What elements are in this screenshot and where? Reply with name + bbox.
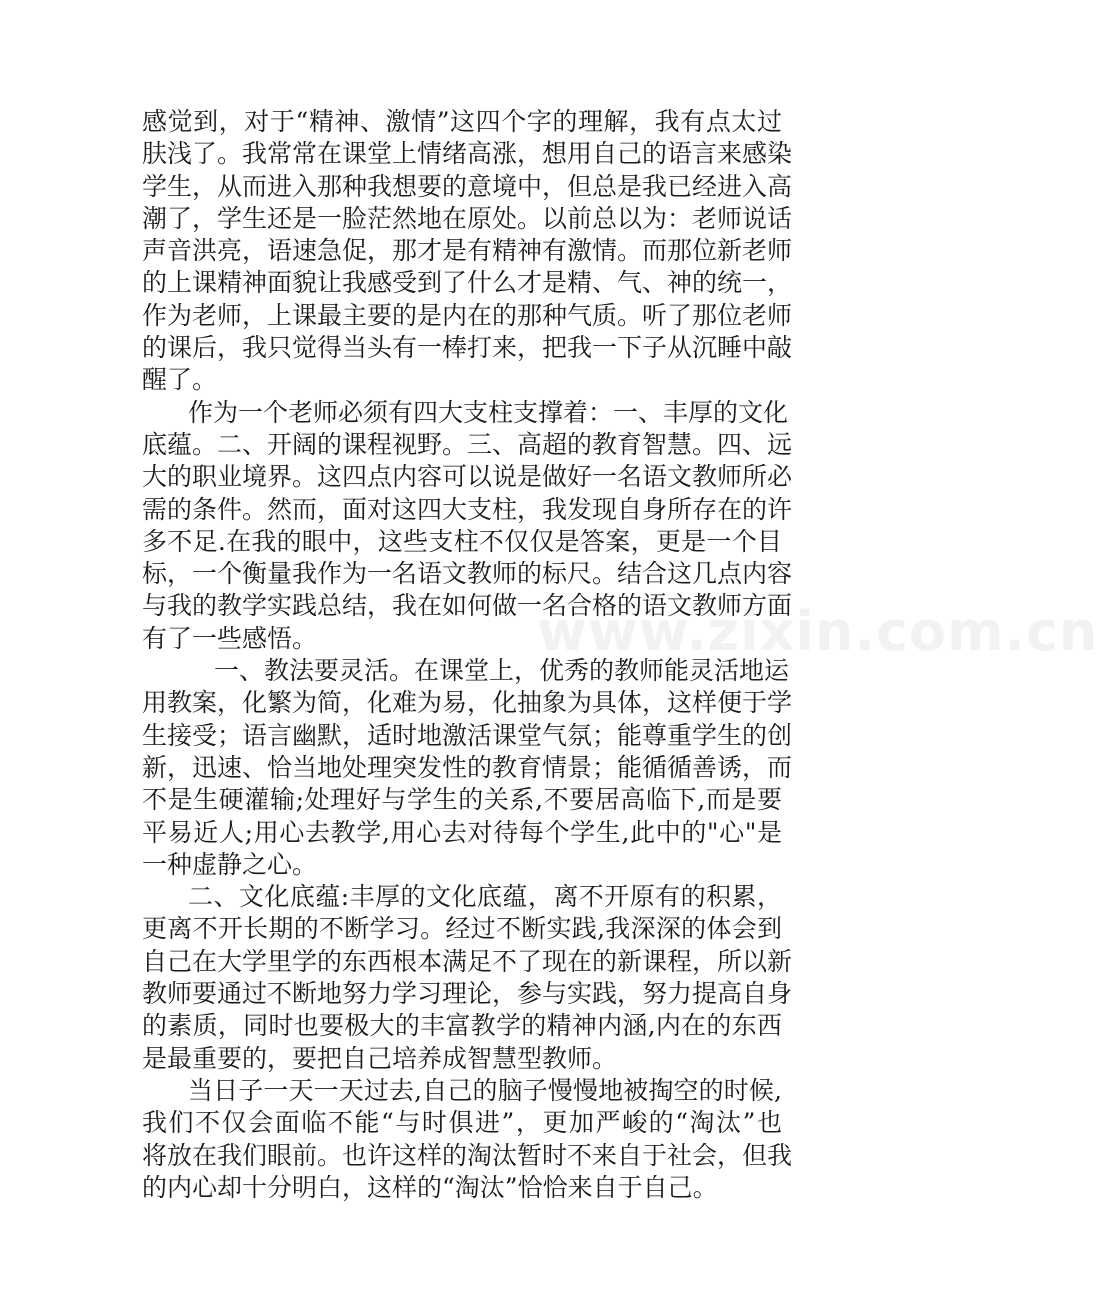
document-body xyxy=(142,106,793,1204)
text-line: 与我的教学实践总结，我在如何做一名合格的语文教师方面 xyxy=(142,591,793,621)
text-line: 当日子一天一天过去,自己的脑子慢慢地被掏空的时候, xyxy=(188,1075,782,1105)
text-line: 作为老师，上课最主要的是内在的那种气质。听了那位老师 xyxy=(142,300,793,330)
text-line: 二、文化底蕴:丰厚的文化底蕴，离不开原有的积累， xyxy=(188,882,782,912)
text-line: 大的职业境界。这四点内容可以说是做好一名语文教师所必 xyxy=(142,462,793,492)
text-line: 一、教法要灵活。在课堂上，优秀的教师能灵活地运 xyxy=(214,656,790,686)
text-line: 用教案，化繁为简，化难为易，化抽象为具体，这样便于学 xyxy=(142,688,793,718)
text-line: 将放在我们眼前。也许这样的淘汰暂时不来自于社会，但我 xyxy=(142,1140,793,1170)
text-line: 多不足.在我的眼中，这些支柱不仅仅是答案，更是一个目 xyxy=(142,526,782,556)
text-line: 不是生硬灌输;处理好与学生的关系,不要居高临下,而是要 xyxy=(142,785,782,815)
text-line: 作为一个老师必须有四大支柱支撑着：一、丰厚的文化 xyxy=(188,397,789,427)
text-line: 我们不仅会面临不能“与时俱进”，更加严峻的“淘汰”也 xyxy=(142,1108,783,1138)
text-line: 肤浅了。我常常在课堂上情绪高涨，想用自己的语言来感染 xyxy=(142,139,793,169)
text-line: 底蕴。二、开阔的课程视野。三、高超的教育智慧。四、远 xyxy=(142,429,793,459)
text-line: 平易近人;用心去教学,用心去对待每个学生,此中的"心"是 xyxy=(142,817,782,847)
watermark: www.zixin.com.cn xyxy=(537,600,1098,663)
text-line: 需的条件。然而，面对这四大支柱，我发现自身所存在的许 xyxy=(142,494,793,524)
text-line: 的课后，我只觉得当头有一棒打来，把我一下子从沉睡中敲 xyxy=(142,333,793,363)
text-line: 的素质，同时也要极大的丰富教学的精神内涵,内在的东西 xyxy=(142,1011,782,1041)
text-line: 自己在大学里学的东西根本满足不了现在的新课程，所以新 xyxy=(142,946,793,976)
text-line: 是最重要的，要把自己培养成智慧型教师。 xyxy=(142,1043,618,1073)
text-line: 一种虚静之心。 xyxy=(142,849,318,879)
text-line: 潮了，学生还是一脸茫然地在原处。以前总以为：老师说话 xyxy=(142,203,793,233)
text-line: 教师要通过不断地努力学习理论，参与实践，努力提高自身 xyxy=(142,979,793,1009)
text-line: 有了一些感悟。 xyxy=(142,623,318,653)
text-line: 感觉到，对于“精神、激情”这四个字的理解，我有点太过 xyxy=(142,107,782,136)
text-line: 的内心却十分明白，这样的“淘汰”恰恰来自于自己。 xyxy=(142,1172,718,1202)
text-line: 更离不开长期的不断学习。经过不断实践,我深深的体会到 xyxy=(142,914,782,944)
text-line: 新，迅速、恰当地处理突发性的教育情景；能循循善诱，而 xyxy=(142,752,793,782)
text-line: 声音洪亮，语速急促，那才是有精神有激情。而那位新老师 xyxy=(142,236,793,266)
text-line: 标，一个衡量我作为一名语文教师的标尺。结合这几点内容 xyxy=(142,559,793,589)
text-line: 醒了。 xyxy=(142,365,218,395)
text-line: 学生，从而进入那种我想要的意境中，但总是我已经进入高 xyxy=(142,171,793,201)
text-line: 生接受；语言幽默，适时地激活课堂气氛；能尊重学生的创 xyxy=(142,720,793,750)
text-line: 的上课精神面貌让我感受到了什么才是精、气、神的统一， xyxy=(142,268,793,298)
